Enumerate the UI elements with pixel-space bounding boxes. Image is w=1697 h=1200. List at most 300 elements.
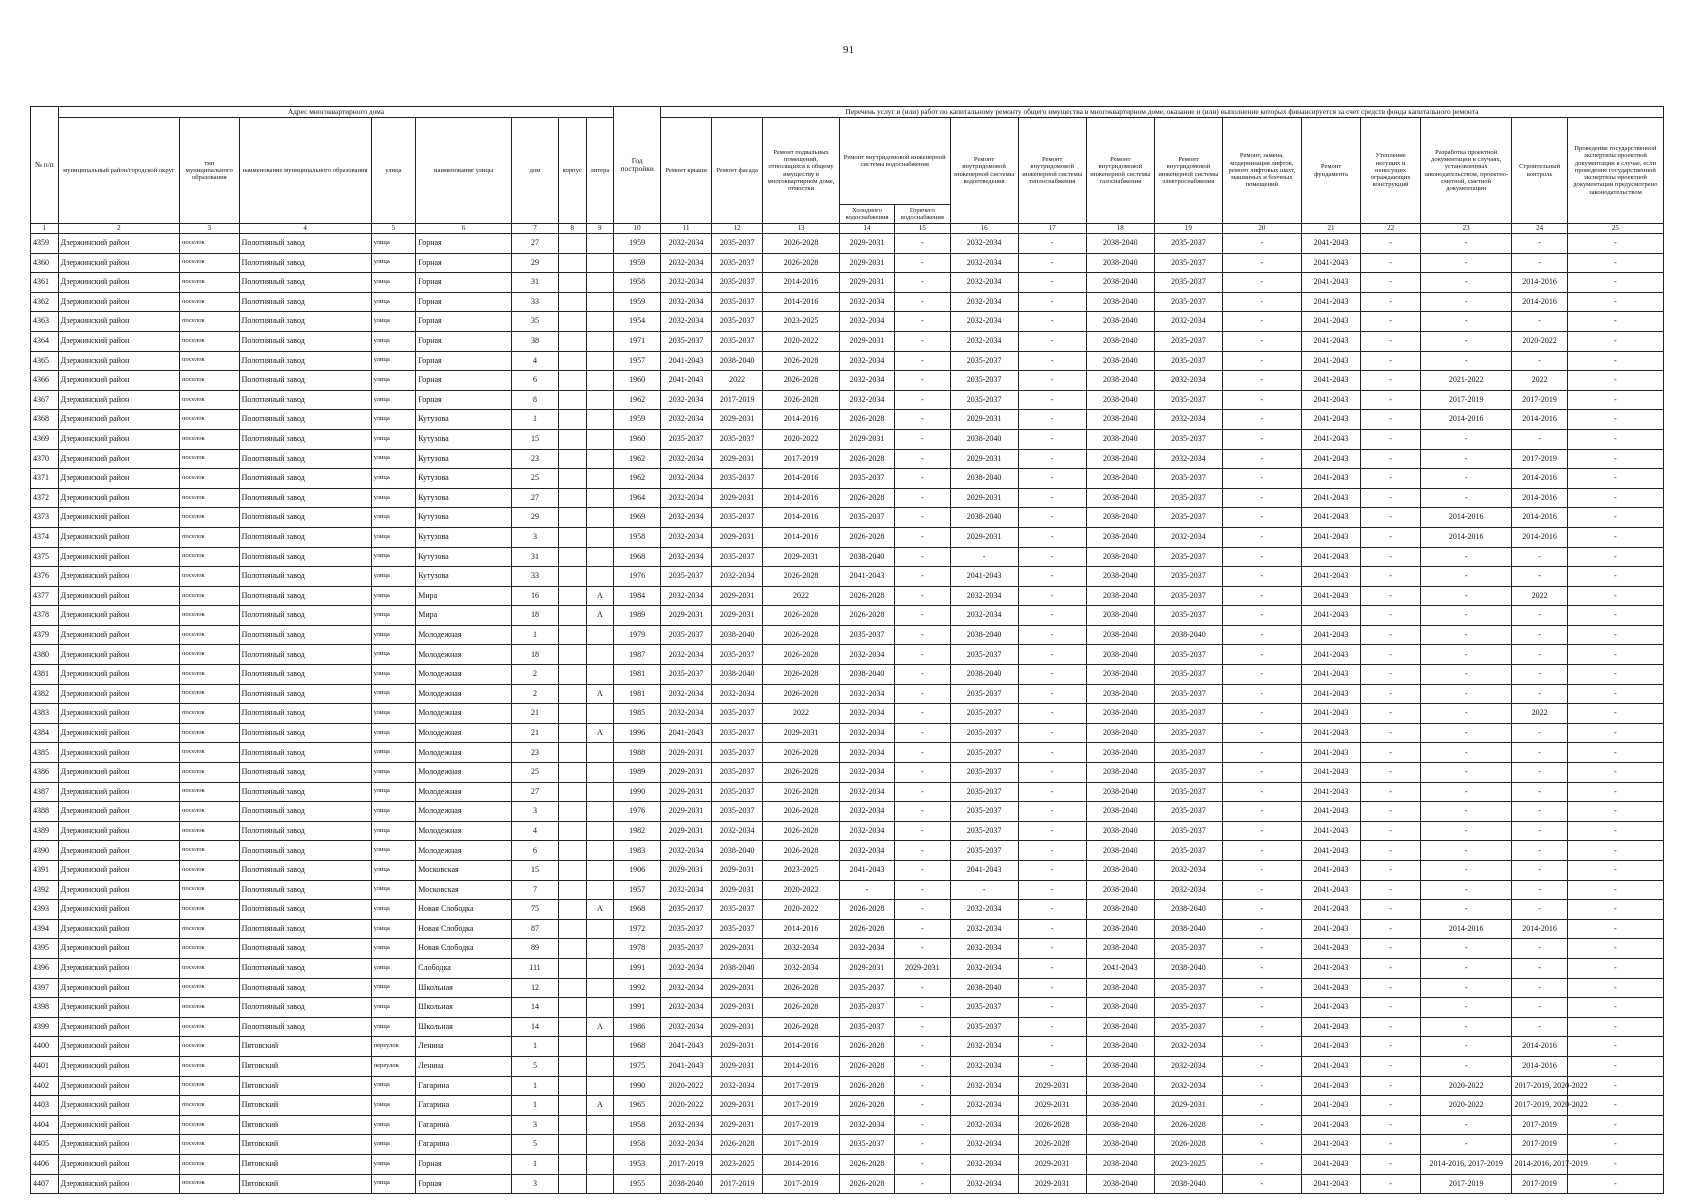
cell-roof: 2032-2034 bbox=[661, 1017, 712, 1037]
cell-design-docs: - bbox=[1420, 253, 1512, 273]
cell-street-type: улица bbox=[371, 312, 416, 332]
cell-district: Дзержинский район bbox=[58, 312, 179, 332]
cell-foundation: 2041-2043 bbox=[1301, 331, 1361, 351]
cell-settlement-name: Полотняный завод bbox=[239, 371, 371, 391]
cell-korpus bbox=[558, 1115, 586, 1135]
cell-house: 23 bbox=[512, 743, 559, 763]
header-no: № п/п bbox=[31, 107, 59, 224]
cell-settlement-name: Полотняный завод bbox=[239, 547, 371, 567]
cell-street-type: улица bbox=[371, 1096, 416, 1116]
cell-insulation: - bbox=[1361, 625, 1421, 645]
cell-lifts: - bbox=[1222, 665, 1301, 685]
cell-settlement-name: Полотняный завод bbox=[239, 763, 371, 783]
cell-construction-control: 2014-2016 bbox=[1512, 410, 1567, 430]
cell-foundation: 2041-2043 bbox=[1301, 939, 1361, 959]
cell-street-type: улица bbox=[371, 978, 416, 998]
cell-insulation: - bbox=[1361, 253, 1421, 273]
cell-row-number: 4382 bbox=[31, 684, 59, 704]
cell-roof: 2032-2034 bbox=[661, 312, 712, 332]
cell-korpus bbox=[558, 821, 586, 841]
cell-year: 1996 bbox=[614, 723, 661, 743]
cell-korpus bbox=[558, 723, 586, 743]
cell-row-number: 4366 bbox=[31, 371, 59, 391]
cell-cold-water: 2032-2034 bbox=[839, 351, 894, 371]
cell-hot-water: - bbox=[895, 802, 950, 822]
cell-facade: 2035-2037 bbox=[712, 763, 763, 783]
cell-gas: 2038-2040 bbox=[1086, 449, 1154, 469]
cell-cold-water: 2029-2031 bbox=[839, 958, 894, 978]
cell-insulation: - bbox=[1361, 645, 1421, 665]
cell-cold-water: 2038-2040 bbox=[839, 547, 894, 567]
cell-litera bbox=[586, 802, 614, 822]
cell-cold-water: 2029-2031 bbox=[839, 253, 894, 273]
cell-street-type: улица bbox=[371, 684, 416, 704]
header-insulation: Утепление несущих и ненесущих ограждающих конструкций bbox=[1361, 118, 1421, 224]
cell-settlement-type: поселок bbox=[180, 331, 240, 351]
cell-street-type: улица bbox=[371, 508, 416, 528]
cell-row-number: 4363 bbox=[31, 312, 59, 332]
cell-cold-water: 2035-2037 bbox=[839, 998, 894, 1018]
cell-lifts: - bbox=[1222, 527, 1301, 547]
cell-year: 1987 bbox=[614, 645, 661, 665]
cell-design-docs: - bbox=[1420, 763, 1512, 783]
capital-repair-table-wrapper bbox=[30, 106, 1664, 1194]
cell-design-docs: - bbox=[1420, 351, 1512, 371]
cell-house: 1 bbox=[512, 625, 559, 645]
header-heating: Ремонт внутридомовой инженерной системы теплоснабжения bbox=[1018, 118, 1086, 224]
cell-foundation: 2041-2043 bbox=[1301, 704, 1361, 724]
cell-state-expertise: - bbox=[1567, 371, 1663, 391]
cell-roof: 2041-2043 bbox=[661, 1056, 712, 1076]
cell-state-expertise: - bbox=[1567, 351, 1663, 371]
cell-korpus bbox=[558, 273, 586, 293]
cell-litera bbox=[586, 841, 614, 861]
table-row bbox=[31, 292, 1664, 312]
cell-heating: 2026-2028 bbox=[1018, 1135, 1086, 1155]
cell-basement: 2023-2025 bbox=[763, 861, 840, 881]
cell-gas: 2038-2040 bbox=[1086, 625, 1154, 645]
cell-roof: 2035-2037 bbox=[661, 900, 712, 920]
cell-street-name: Молодежная bbox=[416, 763, 512, 783]
cell-construction-control: - bbox=[1512, 234, 1567, 254]
cell-street-name: Горная bbox=[416, 234, 512, 254]
cell-settlement-type: поселок bbox=[180, 939, 240, 959]
cell-street-name: Горная bbox=[416, 312, 512, 332]
cell-hot-water: - bbox=[895, 684, 950, 704]
cell-sewer: 2032-2034 bbox=[950, 1174, 1018, 1194]
cell-house: 29 bbox=[512, 253, 559, 273]
cell-litera bbox=[586, 782, 614, 802]
cell-sewer: 2035-2037 bbox=[950, 371, 1018, 391]
cell-district: Дзержинский район bbox=[58, 861, 179, 881]
cell-insulation: - bbox=[1361, 821, 1421, 841]
cell-street-name: Горная bbox=[416, 1174, 512, 1194]
table-row bbox=[31, 802, 1664, 822]
column-number: 12 bbox=[712, 224, 763, 234]
cell-state-expertise: - bbox=[1567, 1135, 1663, 1155]
column-number: 19 bbox=[1154, 224, 1222, 234]
cell-sewer: 2038-2040 bbox=[950, 665, 1018, 685]
cell-sewer: 2038-2040 bbox=[950, 625, 1018, 645]
cell-district: Дзержинский район bbox=[58, 567, 179, 587]
cell-litera bbox=[586, 1037, 614, 1057]
cell-basement: 2026-2028 bbox=[763, 1017, 840, 1037]
cell-heating: - bbox=[1018, 567, 1086, 587]
cell-basement: 2026-2028 bbox=[763, 802, 840, 822]
cell-roof: 2032-2034 bbox=[661, 998, 712, 1018]
cell-year: 1990 bbox=[614, 1076, 661, 1096]
cell-street-type: улица bbox=[371, 763, 416, 783]
cell-foundation: 2041-2043 bbox=[1301, 429, 1361, 449]
cell-settlement-name: Полотняный завод bbox=[239, 606, 371, 626]
cell-korpus bbox=[558, 488, 586, 508]
cell-house: 2 bbox=[512, 684, 559, 704]
cell-district: Дзержинский район bbox=[58, 1076, 179, 1096]
cell-settlement-name: Пятовский bbox=[239, 1037, 371, 1057]
cell-state-expertise: - bbox=[1567, 821, 1663, 841]
cell-lifts: - bbox=[1222, 606, 1301, 626]
cell-insulation: - bbox=[1361, 998, 1421, 1018]
cell-korpus bbox=[558, 841, 586, 861]
cell-lifts: - bbox=[1222, 234, 1301, 254]
cell-electric: 2035-2037 bbox=[1154, 606, 1222, 626]
table-row bbox=[31, 390, 1664, 410]
cell-settlement-type: поселок bbox=[180, 1154, 240, 1174]
cell-construction-control: - bbox=[1512, 665, 1567, 685]
cell-sewer: 2035-2037 bbox=[950, 763, 1018, 783]
header-sewer: Ремонт внутридомовой инженерной системы водоотведения bbox=[950, 118, 1018, 224]
cell-district: Дзержинский район bbox=[58, 351, 179, 371]
cell-gas: 2038-2040 bbox=[1086, 1135, 1154, 1155]
cell-row-number: 4365 bbox=[31, 351, 59, 371]
cell-street-type: улица bbox=[371, 939, 416, 959]
cell-row-number: 4364 bbox=[31, 331, 59, 351]
cell-settlement-name: Полотняный завод bbox=[239, 234, 371, 254]
cell-korpus bbox=[558, 900, 586, 920]
cell-hot-water: - bbox=[895, 861, 950, 881]
cell-street-name: Школьная bbox=[416, 998, 512, 1018]
cell-state-expertise: - bbox=[1567, 312, 1663, 332]
header-electric: Ремонт внутридомовой инженерной системы электроснабжения bbox=[1154, 118, 1222, 224]
cell-foundation: 2041-2043 bbox=[1301, 1017, 1361, 1037]
cell-korpus bbox=[558, 606, 586, 626]
table-row bbox=[31, 743, 1664, 763]
cell-year: 1965 bbox=[614, 1096, 661, 1116]
cell-district: Дзержинский район bbox=[58, 1096, 179, 1116]
cell-litera bbox=[586, 665, 614, 685]
cell-heating: 2029-2031 bbox=[1018, 1096, 1086, 1116]
cell-foundation: 2041-2043 bbox=[1301, 1096, 1361, 1116]
cell-foundation: 2041-2043 bbox=[1301, 802, 1361, 822]
cell-street-type: улица bbox=[371, 998, 416, 1018]
cell-facade: 2035-2037 bbox=[712, 645, 763, 665]
cell-state-expertise: - bbox=[1567, 919, 1663, 939]
cell-settlement-type: поселок bbox=[180, 763, 240, 783]
cell-house: 27 bbox=[512, 488, 559, 508]
cell-heating: - bbox=[1018, 606, 1086, 626]
cell-street-type: улица bbox=[371, 704, 416, 724]
cell-korpus bbox=[558, 645, 586, 665]
cell-insulation: - bbox=[1361, 1096, 1421, 1116]
cell-hot-water: - bbox=[895, 723, 950, 743]
cell-row-number: 4359 bbox=[31, 234, 59, 254]
cell-cold-water: 2032-2034 bbox=[839, 684, 894, 704]
cell-settlement-type: поселок bbox=[180, 253, 240, 273]
cell-lifts: - bbox=[1222, 390, 1301, 410]
cell-construction-control: - bbox=[1512, 312, 1567, 332]
cell-litera bbox=[586, 331, 614, 351]
cell-litera bbox=[586, 234, 614, 254]
cell-foundation: 2041-2043 bbox=[1301, 1037, 1361, 1057]
cell-settlement-type: поселок bbox=[180, 292, 240, 312]
cell-settlement-name: Полотняный завод bbox=[239, 919, 371, 939]
table-row bbox=[31, 488, 1664, 508]
header-korpus: корпус bbox=[558, 118, 586, 224]
header-street-type: улица bbox=[371, 118, 416, 224]
cell-row-number: 4386 bbox=[31, 763, 59, 783]
cell-electric: 2032-2034 bbox=[1154, 1056, 1222, 1076]
cell-hot-water: - bbox=[895, 880, 950, 900]
header-construction-control: Строительный контроль bbox=[1512, 118, 1567, 224]
cell-heating: - bbox=[1018, 625, 1086, 645]
cell-korpus bbox=[558, 508, 586, 528]
cell-gas: 2038-2040 bbox=[1086, 1154, 1154, 1174]
cell-gas: 2038-2040 bbox=[1086, 331, 1154, 351]
cell-year: 1982 bbox=[614, 821, 661, 841]
cell-insulation: - bbox=[1361, 743, 1421, 763]
cell-litera bbox=[586, 1076, 614, 1096]
cell-lifts: - bbox=[1222, 1135, 1301, 1155]
cell-house: 89 bbox=[512, 939, 559, 959]
cell-heating: - bbox=[1018, 704, 1086, 724]
cell-state-expertise: - bbox=[1567, 1115, 1663, 1135]
table-row bbox=[31, 723, 1664, 743]
cell-street-name: Горная bbox=[416, 331, 512, 351]
table-row bbox=[31, 429, 1664, 449]
cell-row-number: 4398 bbox=[31, 998, 59, 1018]
cell-district: Дзержинский район bbox=[58, 1135, 179, 1155]
cell-foundation: 2041-2043 bbox=[1301, 625, 1361, 645]
cell-street-type: улица bbox=[371, 371, 416, 391]
cell-foundation: 2041-2043 bbox=[1301, 449, 1361, 469]
cell-design-docs: - bbox=[1420, 1056, 1512, 1076]
cell-settlement-type: поселок bbox=[180, 1135, 240, 1155]
cell-street-name: Горная bbox=[416, 1154, 512, 1174]
cell-street-name: Кутузова bbox=[416, 410, 512, 430]
cell-cold-water: 2029-2031 bbox=[839, 234, 894, 254]
cell-sewer: 2032-2034 bbox=[950, 312, 1018, 332]
cell-hot-water: - bbox=[895, 1174, 950, 1194]
cell-hot-water: - bbox=[895, 704, 950, 724]
cell-district: Дзержинский район bbox=[58, 645, 179, 665]
cell-construction-control: - bbox=[1512, 684, 1567, 704]
cell-basement: 2017-2019 bbox=[763, 449, 840, 469]
cell-basement: 2026-2028 bbox=[763, 253, 840, 273]
cell-settlement-type: поселок bbox=[180, 802, 240, 822]
cell-design-docs: - bbox=[1420, 234, 1512, 254]
cell-facade: 2035-2037 bbox=[712, 331, 763, 351]
cell-cold-water: 2032-2034 bbox=[839, 723, 894, 743]
cell-cold-water: 2029-2031 bbox=[839, 429, 894, 449]
cell-roof: 2032-2034 bbox=[661, 547, 712, 567]
cell-korpus bbox=[558, 919, 586, 939]
cell-litera bbox=[586, 527, 614, 547]
cell-year: 1978 bbox=[614, 939, 661, 959]
cell-litera bbox=[586, 312, 614, 332]
cell-roof: 2032-2034 bbox=[661, 508, 712, 528]
cell-year: 1975 bbox=[614, 1056, 661, 1076]
cell-heating: - bbox=[1018, 273, 1086, 293]
cell-house: 15 bbox=[512, 861, 559, 881]
cell-lifts: - bbox=[1222, 371, 1301, 391]
cell-roof: 2017-2019 bbox=[661, 1154, 712, 1174]
cell-settlement-type: поселок bbox=[180, 567, 240, 587]
cell-street-type: улица bbox=[371, 410, 416, 430]
cell-design-docs: - bbox=[1420, 704, 1512, 724]
column-number: 8 bbox=[558, 224, 586, 234]
cell-gas: 2038-2040 bbox=[1086, 351, 1154, 371]
cell-gas: 2038-2040 bbox=[1086, 567, 1154, 587]
cell-foundation: 2041-2043 bbox=[1301, 880, 1361, 900]
cell-basement: 2020-2022 bbox=[763, 900, 840, 920]
cell-house: 1 bbox=[512, 1154, 559, 1174]
cell-korpus bbox=[558, 1096, 586, 1116]
column-number: 15 bbox=[895, 224, 950, 234]
table-row bbox=[31, 312, 1664, 332]
cell-house: 1 bbox=[512, 1037, 559, 1057]
cell-gas: 2038-2040 bbox=[1086, 704, 1154, 724]
header-settlement-type: тип муниципального образования bbox=[180, 118, 240, 224]
cell-roof: 2032-2034 bbox=[661, 527, 712, 547]
cell-sewer: 2035-2037 bbox=[950, 841, 1018, 861]
cell-construction-control: - bbox=[1512, 606, 1567, 626]
cell-sewer: 2032-2034 bbox=[950, 253, 1018, 273]
cell-basement: 2014-2016 bbox=[763, 527, 840, 547]
cell-row-number: 4387 bbox=[31, 782, 59, 802]
cell-facade: 2026-2028 bbox=[712, 1135, 763, 1155]
cell-cold-water: 2026-2028 bbox=[839, 900, 894, 920]
cell-gas: 2038-2040 bbox=[1086, 1115, 1154, 1135]
cell-insulation: - bbox=[1361, 782, 1421, 802]
cell-sewer: 2035-2037 bbox=[950, 802, 1018, 822]
cell-roof: 2035-2037 bbox=[661, 919, 712, 939]
cell-design-docs: - bbox=[1420, 900, 1512, 920]
cell-basement: 2026-2028 bbox=[763, 351, 840, 371]
cell-construction-control: 2022 bbox=[1512, 704, 1567, 724]
cell-cold-water: 2026-2028 bbox=[839, 449, 894, 469]
cell-facade: 2029-2031 bbox=[712, 1096, 763, 1116]
header-design-docs: Разработка проектной документации в случаях, установленных законодательством, проектно-сметной, сметной документации bbox=[1420, 118, 1512, 224]
cell-design-docs: - bbox=[1420, 802, 1512, 822]
cell-settlement-name: Полотняный завод bbox=[239, 586, 371, 606]
cell-facade: 2032-2034 bbox=[712, 567, 763, 587]
cell-cold-water: 2032-2034 bbox=[839, 371, 894, 391]
cell-settlement-type: поселок bbox=[180, 645, 240, 665]
cell-sewer: 2035-2037 bbox=[950, 704, 1018, 724]
cell-litera bbox=[586, 547, 614, 567]
cell-street-name: Кутузова bbox=[416, 469, 512, 489]
cell-facade: 2035-2037 bbox=[712, 234, 763, 254]
cell-lifts: - bbox=[1222, 802, 1301, 822]
cell-state-expertise: - bbox=[1567, 861, 1663, 881]
cell-street-type: улица bbox=[371, 821, 416, 841]
cell-district: Дзержинский район bbox=[58, 821, 179, 841]
cell-electric: 2035-2037 bbox=[1154, 586, 1222, 606]
cell-street-name: Кутузова bbox=[416, 449, 512, 469]
cell-settlement-name: Полотняный завод bbox=[239, 802, 371, 822]
cell-sewer: 2038-2040 bbox=[950, 429, 1018, 449]
cell-korpus bbox=[558, 665, 586, 685]
cell-house: 1 bbox=[512, 1076, 559, 1096]
cell-street-type: улица bbox=[371, 782, 416, 802]
cell-gas: 2038-2040 bbox=[1086, 998, 1154, 1018]
cell-settlement-type: поселок bbox=[180, 919, 240, 939]
cell-electric: 2035-2037 bbox=[1154, 704, 1222, 724]
cell-facade: 2035-2037 bbox=[712, 919, 763, 939]
cell-year: 1988 bbox=[614, 743, 661, 763]
cell-street-type: улица bbox=[371, 331, 416, 351]
column-number: 24 bbox=[1512, 224, 1567, 234]
cell-basement: 2032-2034 bbox=[763, 939, 840, 959]
cell-house: 29 bbox=[512, 508, 559, 528]
cell-house: 1 bbox=[512, 1096, 559, 1116]
cell-settlement-type: поселок bbox=[180, 390, 240, 410]
cell-house: 33 bbox=[512, 292, 559, 312]
cell-sewer: 2032-2034 bbox=[950, 331, 1018, 351]
cell-hot-water: - bbox=[895, 743, 950, 763]
cell-litera: А bbox=[586, 1096, 614, 1116]
cell-roof: 2032-2034 bbox=[661, 1115, 712, 1135]
cell-street-name: Школьная bbox=[416, 978, 512, 998]
cell-hot-water: - bbox=[895, 449, 950, 469]
cell-settlement-type: поселок bbox=[180, 782, 240, 802]
cell-hot-water: - bbox=[895, 763, 950, 783]
cell-year: 1981 bbox=[614, 665, 661, 685]
cell-lifts: - bbox=[1222, 645, 1301, 665]
cell-heating: 2029-2031 bbox=[1018, 1174, 1086, 1194]
cell-construction-control: - bbox=[1512, 253, 1567, 273]
cell-settlement-name: Полотняный завод bbox=[239, 743, 371, 763]
table-row bbox=[31, 1154, 1664, 1174]
cell-row-number: 4369 bbox=[31, 429, 59, 449]
cell-district: Дзержинский район bbox=[58, 1037, 179, 1057]
cell-insulation: - bbox=[1361, 508, 1421, 528]
cell-construction-control: - bbox=[1512, 547, 1567, 567]
cell-korpus bbox=[558, 625, 586, 645]
table-header bbox=[31, 107, 1664, 234]
cell-row-number: 4399 bbox=[31, 1017, 59, 1037]
cell-street-type: улица bbox=[371, 488, 416, 508]
cell-year: 1986 bbox=[614, 1017, 661, 1037]
cell-street-name: Молодежная bbox=[416, 645, 512, 665]
cell-street-type: улица bbox=[371, 958, 416, 978]
cell-cold-water: 2035-2037 bbox=[839, 1135, 894, 1155]
cell-construction-control: - bbox=[1512, 821, 1567, 841]
cell-basement: 2026-2028 bbox=[763, 998, 840, 1018]
cell-korpus bbox=[558, 253, 586, 273]
cell-row-number: 4396 bbox=[31, 958, 59, 978]
cell-row-number: 4377 bbox=[31, 586, 59, 606]
cell-sewer: 2029-2031 bbox=[950, 488, 1018, 508]
cell-litera bbox=[586, 1056, 614, 1076]
cell-foundation: 2041-2043 bbox=[1301, 508, 1361, 528]
cell-design-docs: - bbox=[1420, 292, 1512, 312]
cell-litera bbox=[586, 939, 614, 959]
cell-settlement-type: поселок bbox=[180, 1115, 240, 1135]
cell-street-name: Московская bbox=[416, 861, 512, 881]
cell-design-docs: - bbox=[1420, 958, 1512, 978]
cell-litera bbox=[586, 508, 614, 528]
